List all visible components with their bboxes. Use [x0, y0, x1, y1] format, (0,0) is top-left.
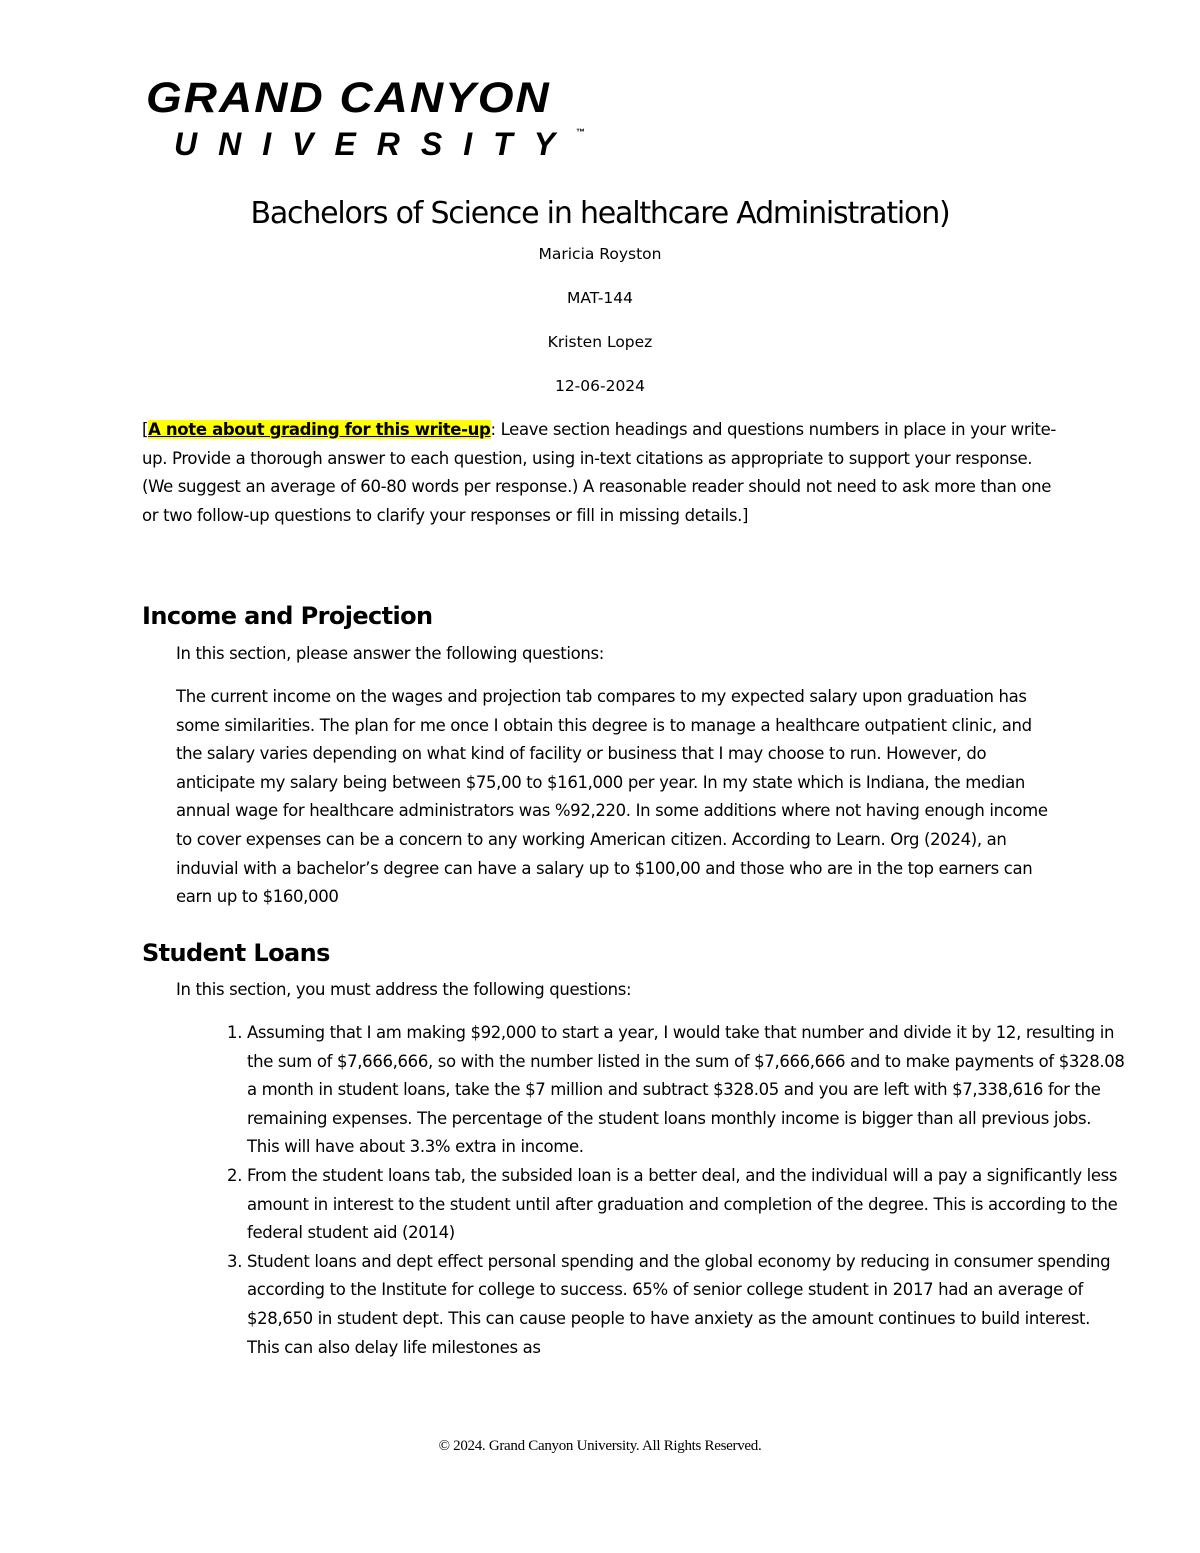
logo-line-grand-canyon: GRAND CANYON	[146, 73, 551, 122]
note-text: Leave section headings and questions numbers in place in your write-up. Provide a thorough answer to each question, using in-text citations as appropriate to support your response. (We suggest an average of 60-80 words per response.) A reasonable reader should not need to ask more than one or two follow-up questions to clarify your responses or fill in missing details.]	[142, 420, 1057, 525]
section-heading-income: Income and Projection	[142, 602, 433, 630]
note-label-highlight: A note about grading for this write-up	[148, 420, 491, 439]
document-date: 12-06-2024	[554, 377, 646, 395]
copyright-footer: © 2024. Grand Canyon University. All Rights Reserved.	[438, 1438, 762, 1454]
list-item: 1. Assuming that I am making $92,000 to start a year, I would take that number and divide it by 12, resulting in the sum of $7,666,666, so with the number listed in the sum of $7,666,666 and to make payments of $328.08 a month in student loans, take the $7 million and subtract $328.05 and you are left with $7,338,616 for the remaining expenses. The percentage of the student loans monthly income is bigger than all previous jobs. This will have about 3.3% extra in income.	[247, 1019, 1127, 1162]
document-title: Bachelors of Science in healthcare Administration)	[250, 196, 950, 231]
author-name: Maricia Royston	[538, 245, 662, 263]
grading-note	[142, 416, 1062, 530]
logo-line-university	[174, 126, 586, 162]
list-item: 2. From the student loans tab, the subsided loan is a better deal, and the individual will a pay a significantly less amount in interest to the student until after graduation and completion of the degree. This is according to the federal student aid (2014)	[247, 1162, 1127, 1248]
course-code: MAT-144	[567, 289, 633, 307]
loans-intro: In this section, you must address the following questions:	[176, 980, 632, 999]
loans-answer-list	[176, 1019, 1127, 1362]
list-item: 3. Student loans and dept effect personal spending and the global economy by reducing in consumer spending according to the Institute for college to success. 65% of senior college student in 2017 had an average of $28,650 in student dept. This can cause people to have anxiety as the amount continues to build interest. This can also delay life milestones as	[247, 1248, 1127, 1362]
trademark-symbol: ™	[576, 127, 586, 137]
instructor-name: Kristen Lopez	[547, 333, 653, 351]
income-body-paragraph: The current income on the wages and projection tab compares to my expected salary upon graduation has some similarities. The plan for me once I obtain this degree is to manage a healthcare outpatient clinic, and the salary varies depending on what kind of facility or business that I may choose to run. However, do anticipate my salary being between $75,00 to $161,000 per year. In my state which is Indiana, the median annual wage for healthcare administrators was %92,220. In some additions where not having enough income to cover expenses can be a concern to any working American citizen. According to Learn. Org (2024), an induvial with a bachelor’s degree can have a salary up to $100,00 and those who are in the top earners can earn up to $160,000	[176, 687, 1048, 907]
university-logo	[146, 73, 586, 162]
note-colon: :	[490, 420, 496, 439]
income-intro: In this section, please answer the following questions:	[176, 644, 604, 663]
logo-university-text: UNIVERSITY	[174, 126, 577, 162]
note-open-bracket: [	[142, 420, 149, 439]
section-heading-student-loans: Student Loans	[142, 939, 330, 967]
